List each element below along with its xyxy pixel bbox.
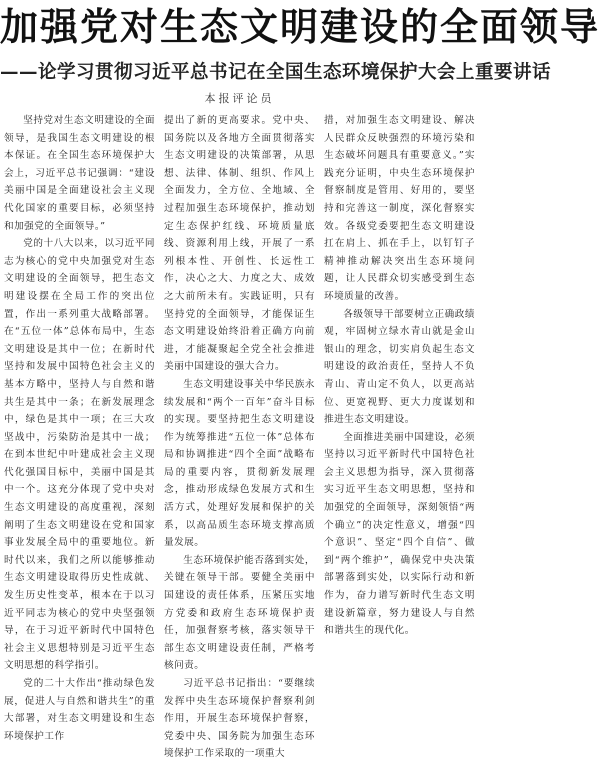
paragraph: 坚持党对生态文明建设的全面领导，是我国生态文明建设的根本保证。在全国生态环境保护大会上，习近平总书记强调：“建设美丽中国是全面建设社会主义现代化国家的重要目标，必须坚持和加强党的全面领导。” xyxy=(4,115,155,232)
paragraph: 生态环境保护能否落到实处，关键在领导干部。要健全美丽中国建设的责任体系，压紧压实地方党委和政府生态环境保护责任，加强督察考核，落实领导干部生态文明建设责任制，严格考核问责。 xyxy=(164,554,315,672)
paragraph: 措，对加强生态文明建设、解决人民群众反映强烈的环境污染和生态破坏问题具有重要意义。”实践充分证明，中央生态环境保护督察制度是管用、好用的，要坚持和完善这一制度，深化督察实效。各级党委要把生态文明建设扛在肩上、抓在手上，以钉钉子精神推动解决突出生态环境问题，让人民群众切实感受到生态环境质量的改善。 xyxy=(324,115,475,302)
paragraph: 党的二十大作出“推动绿色发展，促进人与自然和谐共生”的重大部署，对生态文明建设和生态环境保护工作 xyxy=(4,678,155,742)
headline: 加强党对生态文明建设的全面领导 xyxy=(0,5,600,49)
paragraph: 各级领导干部要树立正确政绩观，牢固树立绿水青山就是金山银山的理念，切实肩负起生态文明建设的政治责任，坚持人不负青山、青山定不负人，以更高站位、更宽视野、更大力度谋划和推进生态文明建设。 xyxy=(324,308,475,426)
column-1 xyxy=(4,112,155,742)
column-2 xyxy=(164,112,315,760)
subheadline: ——论学习贯彻习近平总书记在全国生态环境保护大会上重要讲话 xyxy=(0,62,552,83)
paragraph: 提出了新的更高要求。党中央、国务院以及各地方全面贯彻落实生态文明建设的决策部署，从思想、法律、体制、组织、作风上全面发力，全方位、全地域、全过程加强生态环境保护，推动划定生态保护红线、环境质量底线、资源利用上线，开展了一系列根本性、开创性、长远性工作，决心之大、力度之大、成效之大前所未有。实践证明，只有坚持党的全面领导，才能保证生态文明建设始终沿着正确方向前进，才能凝聚起全党全社会推进美丽中国建设的强大合力。 xyxy=(164,115,315,373)
paragraph: 全面推进美丽中国建设，必须坚持以习近平新时代中国特色社会主义思想为指导，深入贯彻落实习近平生态文明思想，坚持和加强党的全面领导，深刻领悟“两个确立”的决定性意义，增强“四个意识”、坚定“四个自信”、做到“两个维护”，确保党中央决策部署落到实处，以实际行动和新作为，奋力谱写新时代生态文明建设新篇章，努力建设人与自然和谐共生的现代化。 xyxy=(324,431,475,637)
column-3 xyxy=(324,112,475,637)
byline: 本报评论员 xyxy=(204,92,275,105)
paragraph: 党的十八大以来，以习近平同志为核心的党中央加强党对生态文明建设的全面领导，把生态文明建设摆在全局工作的突出位置，作出一系列重大战略部署。在“五位一体”总体布局中，生态文明建设是其中一位；在新时代坚持和发展中国特色社会主义的基本方略中，坚持人与自然和谐共生是其中一条；在新发展理念中，绿色是其中一项；在三大攻坚战中，污染防治是其中一战；在到本世纪中叶建成社会主义现代化强国目标中，美丽中国是其中一个。这充分体现了党中央对生态文明建设的高度重视，深刻阐明了生态文明建设在党和国家事业发展全局中的重要地位。新时代以来，我们之所以能够推动生态文明建设取得历史性成就、发生历史性变革，根本在于以习近平同志为核心的党中央坚强领导，在于习近平新时代中国特色社会主义思想特别是习近平生态文明思想的科学指引。 xyxy=(4,238,155,672)
article-body xyxy=(4,112,475,760)
paragraph: 习近平总书记指出：“要继续发挥中央生态环境保护督察利剑作用，开展生态环境保护督察，党委中央、国务院为加强生态环境保护工作采取的一项重大 xyxy=(164,678,315,760)
paragraph: 生态文明建设事关中华民族永续发展和“两个一百年”奋斗目标的实现。要坚持把生态文明建设作为统筹推进“五位一体”总体布局和协调推进“四个全面”战略布局的重要内容，贯彻新发展理念，推动形成绿色发展方式和生活方式，处理好发展和保护的关系，以高品质生态环境支撑高质量发展。 xyxy=(164,378,315,549)
